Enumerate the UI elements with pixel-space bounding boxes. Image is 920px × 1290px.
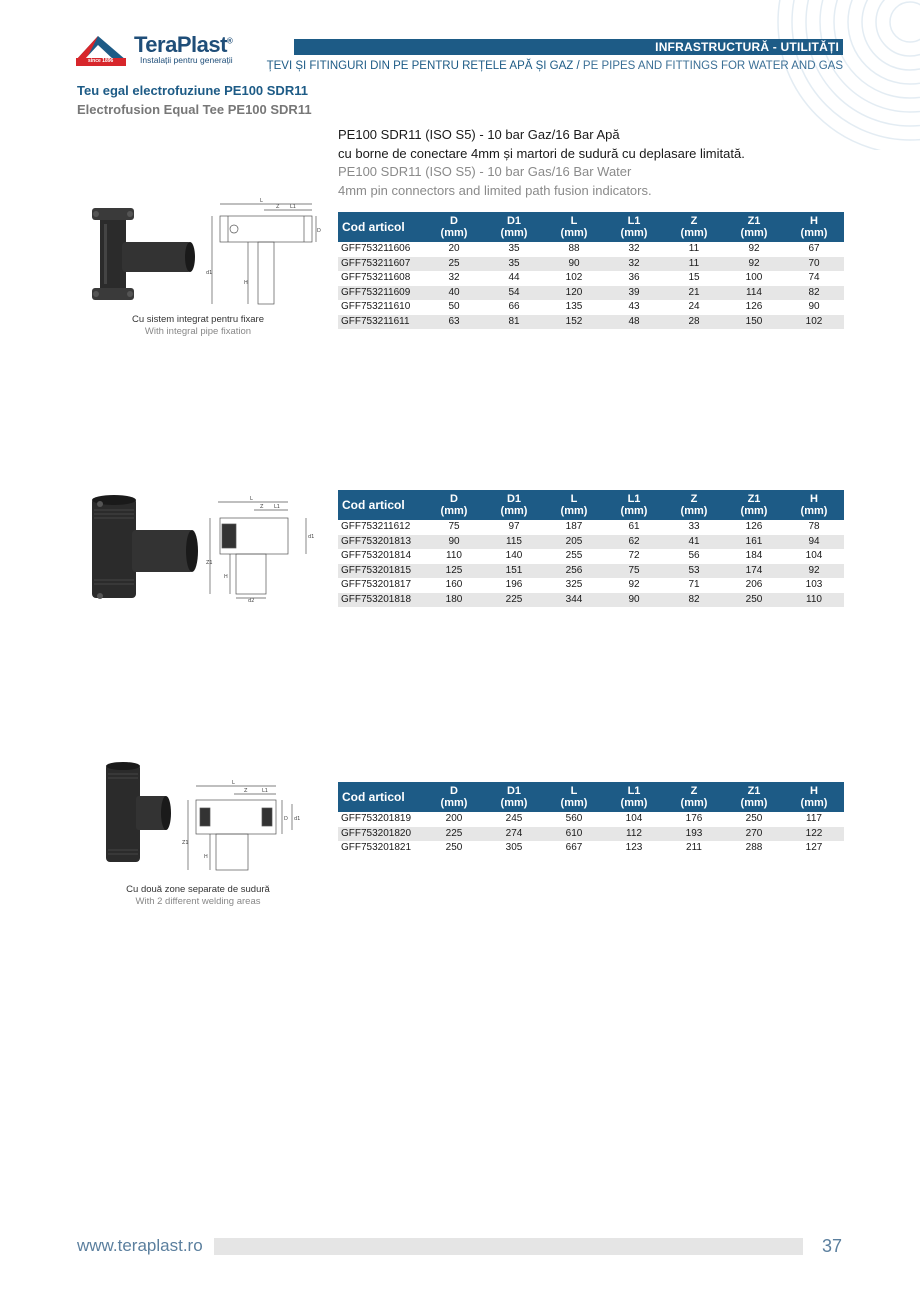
column-header-z bbox=[664, 782, 724, 812]
cell-value: 56 bbox=[688, 550, 700, 561]
table-row bbox=[338, 300, 844, 315]
spec-table-1 bbox=[338, 212, 844, 329]
column-header-unit: (mm) bbox=[680, 797, 708, 809]
column-header-l1 bbox=[604, 490, 664, 520]
cell-value: 92 bbox=[724, 257, 784, 272]
cell-value: 32 bbox=[604, 257, 664, 272]
column-header-name: Z bbox=[690, 215, 698, 227]
column-header-name: Z bbox=[690, 785, 698, 797]
cell-value: 97 bbox=[508, 521, 520, 532]
cell-value: 21 bbox=[664, 286, 724, 301]
cell-value: 112 bbox=[604, 827, 664, 842]
column-header-z1 bbox=[724, 782, 784, 812]
column-header-name: D1 bbox=[506, 215, 522, 227]
cell-value: 63 bbox=[424, 315, 484, 330]
column-header-d1 bbox=[484, 490, 544, 520]
column-header-z bbox=[664, 212, 724, 242]
cell-value: 184 bbox=[745, 550, 763, 561]
caption-fixation-ro: Cu sistem integrat pentru fixare bbox=[131, 314, 264, 325]
cell-value: 205 bbox=[544, 535, 604, 550]
spec-table-2 bbox=[338, 490, 844, 607]
cell-value: 250 bbox=[445, 842, 463, 853]
cell-value: 193 bbox=[664, 827, 724, 842]
description-line2-en: 4mm pin connectors and limited path fusion indicators. bbox=[338, 182, 652, 198]
cell-value: 90 bbox=[604, 593, 664, 608]
cell-value: 67 bbox=[808, 243, 820, 254]
technical-drawing-tee-medium bbox=[206, 494, 322, 602]
cell-value: 50 bbox=[448, 301, 460, 312]
column-header-d1 bbox=[484, 212, 544, 242]
column-header-unit: (mm) bbox=[620, 227, 648, 239]
cell-value: 25 bbox=[424, 257, 484, 272]
header-subtitle-en: PE PIPES AND FITTINGS FOR WATER AND GAS bbox=[582, 60, 843, 72]
column-header-name: D1 bbox=[506, 493, 522, 505]
cell-value: 115 bbox=[484, 535, 544, 550]
column-header-unit: (mm) bbox=[800, 797, 828, 809]
column-header-code: Cod articol bbox=[338, 490, 424, 520]
drawing-label-L1-2: L1 bbox=[274, 504, 280, 510]
cell-value: 225 bbox=[424, 827, 484, 842]
cell-value: 72 bbox=[628, 550, 640, 561]
cell-value: 92 bbox=[784, 564, 844, 579]
cell-article-code: GFF753211608 bbox=[341, 272, 411, 283]
column-header-unit: (mm) bbox=[680, 227, 708, 239]
product-title-ro: Teu egal electrofuziune PE100 SDR11 bbox=[77, 83, 308, 98]
description-line1-en: PE100 SDR11 (ISO S5) - 10 bar Gas/16 Bar Water bbox=[338, 164, 632, 179]
cell-value: 35 bbox=[484, 257, 544, 272]
cell-value: 245 bbox=[505, 813, 523, 824]
cell-value: 61 bbox=[628, 521, 640, 532]
cell-value: 274 bbox=[484, 827, 544, 842]
logo-brand: TeraPlast® bbox=[134, 32, 233, 57]
footer-bar bbox=[214, 1238, 803, 1255]
cell-value: 75 bbox=[604, 564, 664, 579]
cell-value: 39 bbox=[604, 286, 664, 301]
drawing-label-L-3: L bbox=[232, 780, 235, 786]
cell-value: 92 bbox=[628, 579, 640, 590]
header-separator: / bbox=[573, 60, 583, 72]
cell-value: 126 bbox=[745, 301, 763, 312]
caption-fixation bbox=[78, 314, 318, 338]
column-header-d1 bbox=[484, 782, 544, 812]
cell-value: 255 bbox=[565, 550, 583, 561]
column-header-z1 bbox=[724, 212, 784, 242]
cell-value: 35 bbox=[508, 243, 520, 254]
column-header-h bbox=[784, 782, 844, 812]
drawing-label-Z: Z bbox=[276, 204, 280, 210]
cell-value: 32 bbox=[448, 272, 460, 283]
product-description bbox=[338, 126, 745, 200]
cell-value: 305 bbox=[505, 842, 523, 853]
cell-value: 81 bbox=[484, 315, 544, 330]
caption-welding-en: With 2 different welding areas bbox=[135, 896, 261, 907]
table-row bbox=[338, 315, 844, 330]
column-header-name: Z1 bbox=[747, 785, 761, 797]
column-header-unit: (mm) bbox=[500, 227, 528, 239]
column-header-code: Cod articol bbox=[338, 212, 424, 242]
column-header-unit: (mm) bbox=[800, 227, 828, 239]
column-header-d bbox=[424, 782, 484, 812]
column-header-unit: (mm) bbox=[440, 797, 468, 809]
column-header-name: H bbox=[810, 785, 818, 797]
header-category: INFRASTRUCTURĂ - UTILITĂȚI bbox=[655, 40, 839, 54]
cell-value: 206 bbox=[745, 579, 763, 590]
cell-value: 54 bbox=[484, 286, 544, 301]
column-header-unit: (mm) bbox=[560, 227, 588, 239]
column-header-name: D1 bbox=[506, 785, 522, 797]
column-header-name: Z bbox=[690, 493, 698, 505]
logo-since: since 1896 bbox=[88, 58, 114, 64]
cell-value: 270 bbox=[724, 827, 784, 842]
teraplast-logo bbox=[76, 34, 246, 68]
caption-welding-ro: Cu două zone separate de sudură bbox=[126, 884, 270, 895]
drawing-label-Z-3: Z bbox=[244, 788, 248, 794]
cell-article-code: GFF753211610 bbox=[341, 301, 411, 312]
drawing-label-d1-2: d1 bbox=[308, 534, 315, 540]
cell-value: 90 bbox=[808, 301, 820, 312]
drawing-label-D: D bbox=[317, 228, 321, 234]
cell-value: 74 bbox=[808, 272, 820, 283]
column-header-unit: (mm) bbox=[740, 505, 768, 517]
cell-value: 41 bbox=[664, 535, 724, 550]
header-subtitle bbox=[267, 60, 843, 72]
cell-value: 62 bbox=[604, 535, 664, 550]
cell-value: 122 bbox=[784, 827, 844, 842]
cell-value: 140 bbox=[505, 550, 523, 561]
cell-value: 90 bbox=[544, 257, 604, 272]
cell-value: 151 bbox=[484, 564, 544, 579]
column-header-d bbox=[424, 212, 484, 242]
cell-value: 40 bbox=[424, 286, 484, 301]
cell-article-code: GFF753201821 bbox=[341, 842, 412, 853]
cell-article-code: GFF753201814 bbox=[341, 550, 412, 561]
cell-article-code: GFF753211607 bbox=[338, 257, 424, 272]
technical-drawing-tee-large bbox=[182, 778, 302, 874]
product-title-en: Electrofusion Equal Tee PE100 SDR11 bbox=[77, 102, 312, 117]
column-header-z1 bbox=[724, 490, 784, 520]
header-subtitle-ro: ȚEVI ȘI FITINGURI DIN PE PENTRU REȚELE APĂ ȘI GAZ bbox=[266, 60, 574, 72]
drawing-label-d1-3: d1 bbox=[294, 816, 301, 822]
column-header-code: Cod articol bbox=[338, 782, 424, 812]
column-header-name: D bbox=[450, 215, 458, 227]
cell-value: 103 bbox=[805, 579, 823, 590]
column-header-l1 bbox=[604, 782, 664, 812]
product-photo-tee-medium bbox=[86, 494, 200, 606]
cell-article-code: GFF753211611 bbox=[338, 315, 424, 330]
cell-value: 160 bbox=[445, 579, 463, 590]
table-row bbox=[338, 827, 844, 842]
cell-article-code: GFF753211612 bbox=[341, 521, 411, 532]
cell-value: 24 bbox=[688, 301, 700, 312]
drawing-label-H-3: H bbox=[204, 854, 208, 860]
cell-value: 127 bbox=[805, 842, 823, 853]
cell-value: 610 bbox=[544, 827, 604, 842]
cell-value: 211 bbox=[686, 842, 702, 853]
column-header-z bbox=[664, 490, 724, 520]
table-row bbox=[338, 812, 844, 827]
drawing-label-d1: d1 bbox=[206, 270, 213, 276]
table-row bbox=[338, 593, 844, 608]
table-row bbox=[338, 242, 844, 257]
drawing-label-Z1-2: Z1 bbox=[206, 560, 213, 566]
column-header-unit: (mm) bbox=[740, 797, 768, 809]
cell-value: 161 bbox=[724, 535, 784, 550]
cell-value: 667 bbox=[565, 842, 583, 853]
cell-value: 256 bbox=[544, 564, 604, 579]
table-row bbox=[338, 286, 844, 301]
cell-value: 102 bbox=[565, 272, 583, 283]
cell-value: 187 bbox=[565, 521, 583, 532]
column-header-l1 bbox=[604, 212, 664, 242]
cell-value: 75 bbox=[448, 521, 460, 532]
product-photo-tee-small bbox=[86, 204, 198, 304]
drawing-label-d2-2: d2 bbox=[248, 598, 255, 602]
cell-article-code: GFF753201817 bbox=[341, 579, 412, 590]
column-header-name: L bbox=[570, 493, 578, 505]
cell-value: 200 bbox=[445, 813, 463, 824]
column-header-name: L1 bbox=[627, 493, 641, 505]
column-header-unit: (mm) bbox=[560, 797, 588, 809]
column-header-unit: (mm) bbox=[740, 227, 768, 239]
cell-value: 78 bbox=[808, 521, 820, 532]
cell-value: 71 bbox=[688, 579, 700, 590]
cell-value: 88 bbox=[568, 243, 580, 254]
drawing-label-L1-3: L1 bbox=[262, 788, 268, 794]
cell-value: 174 bbox=[724, 564, 784, 579]
logo-tagline: Instalații pentru generații bbox=[140, 55, 233, 65]
product-photo-tee-large bbox=[100, 760, 174, 866]
cell-article-code: GFF753201813 bbox=[338, 535, 424, 550]
cell-value: 11 bbox=[664, 257, 724, 272]
cell-value: 120 bbox=[544, 286, 604, 301]
cell-value: 150 bbox=[724, 315, 784, 330]
column-header-d bbox=[424, 490, 484, 520]
drawing-label-Z-2: Z bbox=[260, 504, 264, 510]
cell-value: 48 bbox=[604, 315, 664, 330]
cell-value: 325 bbox=[565, 579, 583, 590]
cell-value: 90 bbox=[424, 535, 484, 550]
cell-value: 114 bbox=[724, 286, 784, 301]
cell-value: 126 bbox=[745, 521, 763, 532]
cell-value: 110 bbox=[784, 593, 844, 608]
table-row bbox=[338, 520, 844, 535]
header-category-bar bbox=[294, 39, 843, 55]
cell-value: 196 bbox=[505, 579, 523, 590]
cell-article-code: GFF753201819 bbox=[341, 813, 412, 824]
column-header-h bbox=[784, 212, 844, 242]
cell-value: 125 bbox=[424, 564, 484, 579]
cell-article-code: GFF753211609 bbox=[338, 286, 424, 301]
cell-value: 176 bbox=[685, 813, 703, 824]
cell-value: 104 bbox=[625, 813, 643, 824]
drawing-label-D-3: D bbox=[284, 816, 288, 822]
column-header-name: L bbox=[570, 215, 578, 227]
cell-value: 36 bbox=[628, 272, 640, 283]
cell-value: 102 bbox=[784, 315, 844, 330]
page-number: 37 bbox=[822, 1236, 843, 1256]
cell-value: 180 bbox=[424, 593, 484, 608]
cell-value: 11 bbox=[688, 243, 700, 254]
column-header-unit: (mm) bbox=[440, 505, 468, 517]
column-header-unit: (mm) bbox=[500, 505, 528, 517]
cell-value: 70 bbox=[784, 257, 844, 272]
cell-value: 66 bbox=[508, 301, 520, 312]
column-header-unit: (mm) bbox=[680, 505, 708, 517]
column-header-name: D bbox=[450, 493, 458, 505]
cell-value: 44 bbox=[508, 272, 520, 283]
column-header-unit: (mm) bbox=[440, 227, 468, 239]
cell-article-code: GFF753211606 bbox=[341, 243, 411, 254]
cell-value: 20 bbox=[448, 243, 460, 254]
cell-value: 104 bbox=[805, 550, 823, 561]
cell-value: 123 bbox=[625, 842, 643, 853]
cell-value: 28 bbox=[664, 315, 724, 330]
drawing-label-L: L bbox=[260, 198, 263, 204]
cell-article-code: GFF753201818 bbox=[338, 593, 424, 608]
drawing-label-H-2: H bbox=[224, 574, 228, 580]
caption-welding bbox=[78, 884, 318, 908]
table-row bbox=[338, 578, 844, 593]
cell-value: 288 bbox=[745, 842, 763, 853]
drawing-label-H: H bbox=[244, 280, 248, 286]
column-header-name: H bbox=[810, 215, 818, 227]
cell-value: 152 bbox=[544, 315, 604, 330]
column-header-unit: (mm) bbox=[620, 797, 648, 809]
drawing-label-L-2: L bbox=[250, 496, 253, 502]
cell-article-code: GFF753201815 bbox=[338, 564, 424, 579]
column-header-name: L bbox=[570, 785, 578, 797]
column-header-unit: (mm) bbox=[620, 505, 648, 517]
footer-url[interactable]: www.teraplast.ro bbox=[77, 1236, 203, 1255]
column-header-unit: (mm) bbox=[800, 505, 828, 517]
cell-value: 82 bbox=[784, 286, 844, 301]
cell-value: 92 bbox=[748, 243, 760, 254]
cell-value: 344 bbox=[544, 593, 604, 608]
caption-fixation-en: With integral pipe fixation bbox=[144, 326, 252, 337]
column-header-name: H bbox=[810, 493, 818, 505]
column-header-name: D bbox=[450, 785, 458, 797]
cell-value: 135 bbox=[565, 301, 583, 312]
cell-value: 32 bbox=[628, 243, 640, 254]
technical-drawing-tee-small bbox=[204, 194, 324, 310]
description-line1-ro: PE100 SDR11 (ISO S5) - 10 bar Gaz/16 Bar Apă bbox=[338, 127, 620, 142]
cell-value: 100 bbox=[745, 272, 763, 283]
column-header-name: Z1 bbox=[747, 215, 761, 227]
cell-value: 33 bbox=[688, 521, 700, 532]
cell-value: 15 bbox=[688, 272, 700, 283]
cell-article-code: GFF753201820 bbox=[338, 827, 424, 842]
table-row bbox=[338, 535, 844, 550]
column-header-unit: (mm) bbox=[560, 505, 588, 517]
cell-value: 560 bbox=[565, 813, 583, 824]
drawing-label-L1: L1 bbox=[290, 204, 296, 210]
cell-value: 250 bbox=[745, 813, 763, 824]
table-row bbox=[338, 257, 844, 272]
table-row bbox=[338, 549, 844, 564]
drawing-label-Z1-3: Z1 bbox=[182, 840, 189, 846]
table-row bbox=[338, 564, 844, 579]
column-header-name: Z1 bbox=[747, 493, 761, 505]
column-header-name: L1 bbox=[627, 785, 641, 797]
column-header-unit: (mm) bbox=[500, 797, 528, 809]
cell-value: 94 bbox=[784, 535, 844, 550]
cell-value: 110 bbox=[446, 550, 462, 561]
column-header-l bbox=[544, 490, 604, 520]
cell-value: 250 bbox=[724, 593, 784, 608]
cell-value: 117 bbox=[806, 813, 822, 824]
spec-table-3 bbox=[338, 782, 844, 856]
column-header-name: L1 bbox=[627, 215, 641, 227]
table-row bbox=[338, 271, 844, 286]
column-header-l bbox=[544, 212, 604, 242]
cell-value: 43 bbox=[628, 301, 640, 312]
description-line2-ro: cu borne de conectare 4mm și martori de sudură cu deplasare limitată. bbox=[338, 145, 745, 161]
cell-value: 82 bbox=[664, 593, 724, 608]
cell-value: 225 bbox=[484, 593, 544, 608]
table-row bbox=[338, 841, 844, 856]
column-header-l bbox=[544, 782, 604, 812]
cell-value: 53 bbox=[664, 564, 724, 579]
column-header-h bbox=[784, 490, 844, 520]
